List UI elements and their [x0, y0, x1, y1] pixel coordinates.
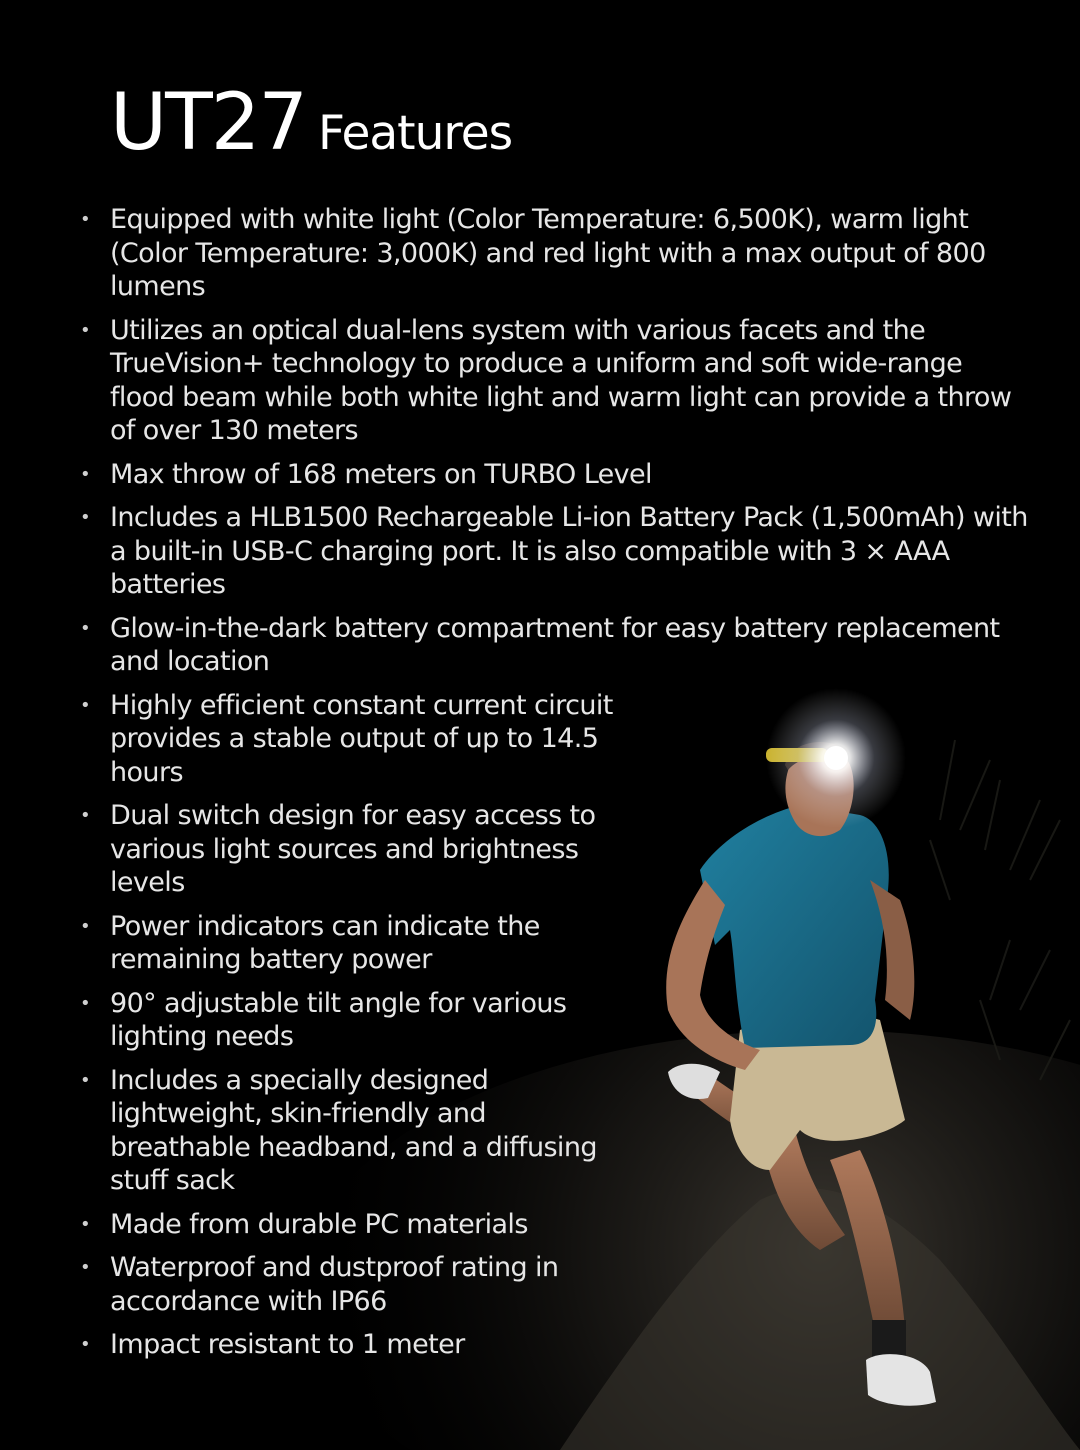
feature-item: • Power indicators can indicate the remaining battery power	[80, 910, 630, 977]
feature-item: • Made from durable PC materials	[80, 1208, 630, 1242]
feature-item: • Impact resistant to 1 meter	[80, 1328, 630, 1362]
feature-item: • 90° adjustable tilt angle for various lighting needs	[80, 987, 630, 1054]
feature-item: • Glow-in-the-dark battery compartment for easy battery replacement and location	[80, 612, 1030, 679]
feature-item: • Max throw of 168 meters on TURBO Level	[80, 458, 1030, 492]
feature-item: • Includes a HLB1500 Rechargeable Li-ion Battery Pack (1,500mAh) with a built-in USB-C charging port. It is also compatible with 3 × AAA batteries	[80, 501, 1030, 602]
feature-item: • Includes a specially designed lightweight, skin-friendly and breathable headband, and a diffusing stuff sack	[80, 1064, 630, 1198]
feature-item: • Equipped with white light (Color Temperature: 6,500K), warm light (Color Temperature: 3,000K) and red light with a max output of 800 lumens	[80, 203, 1030, 304]
feature-list	[80, 203, 1030, 1372]
title-word: Features	[318, 106, 513, 161]
feature-item: • Utilizes an optical dual-lens system with various facets and the TrueVision+ technology to produce a uniform and soft wide-range flood beam while both white light and warm light can provide a throw of over 130 meters	[80, 314, 1030, 448]
feature-item: • Highly efficient constant current circuit provides a stable output of up to 14.5 hours	[80, 689, 630, 790]
page-title	[110, 78, 512, 168]
feature-item: • Dual switch design for easy access to various light sources and brightness levels	[80, 799, 630, 900]
feature-item: • Waterproof and dustproof rating in accordance with IP66	[80, 1251, 630, 1318]
title-model: UT27	[110, 78, 306, 168]
